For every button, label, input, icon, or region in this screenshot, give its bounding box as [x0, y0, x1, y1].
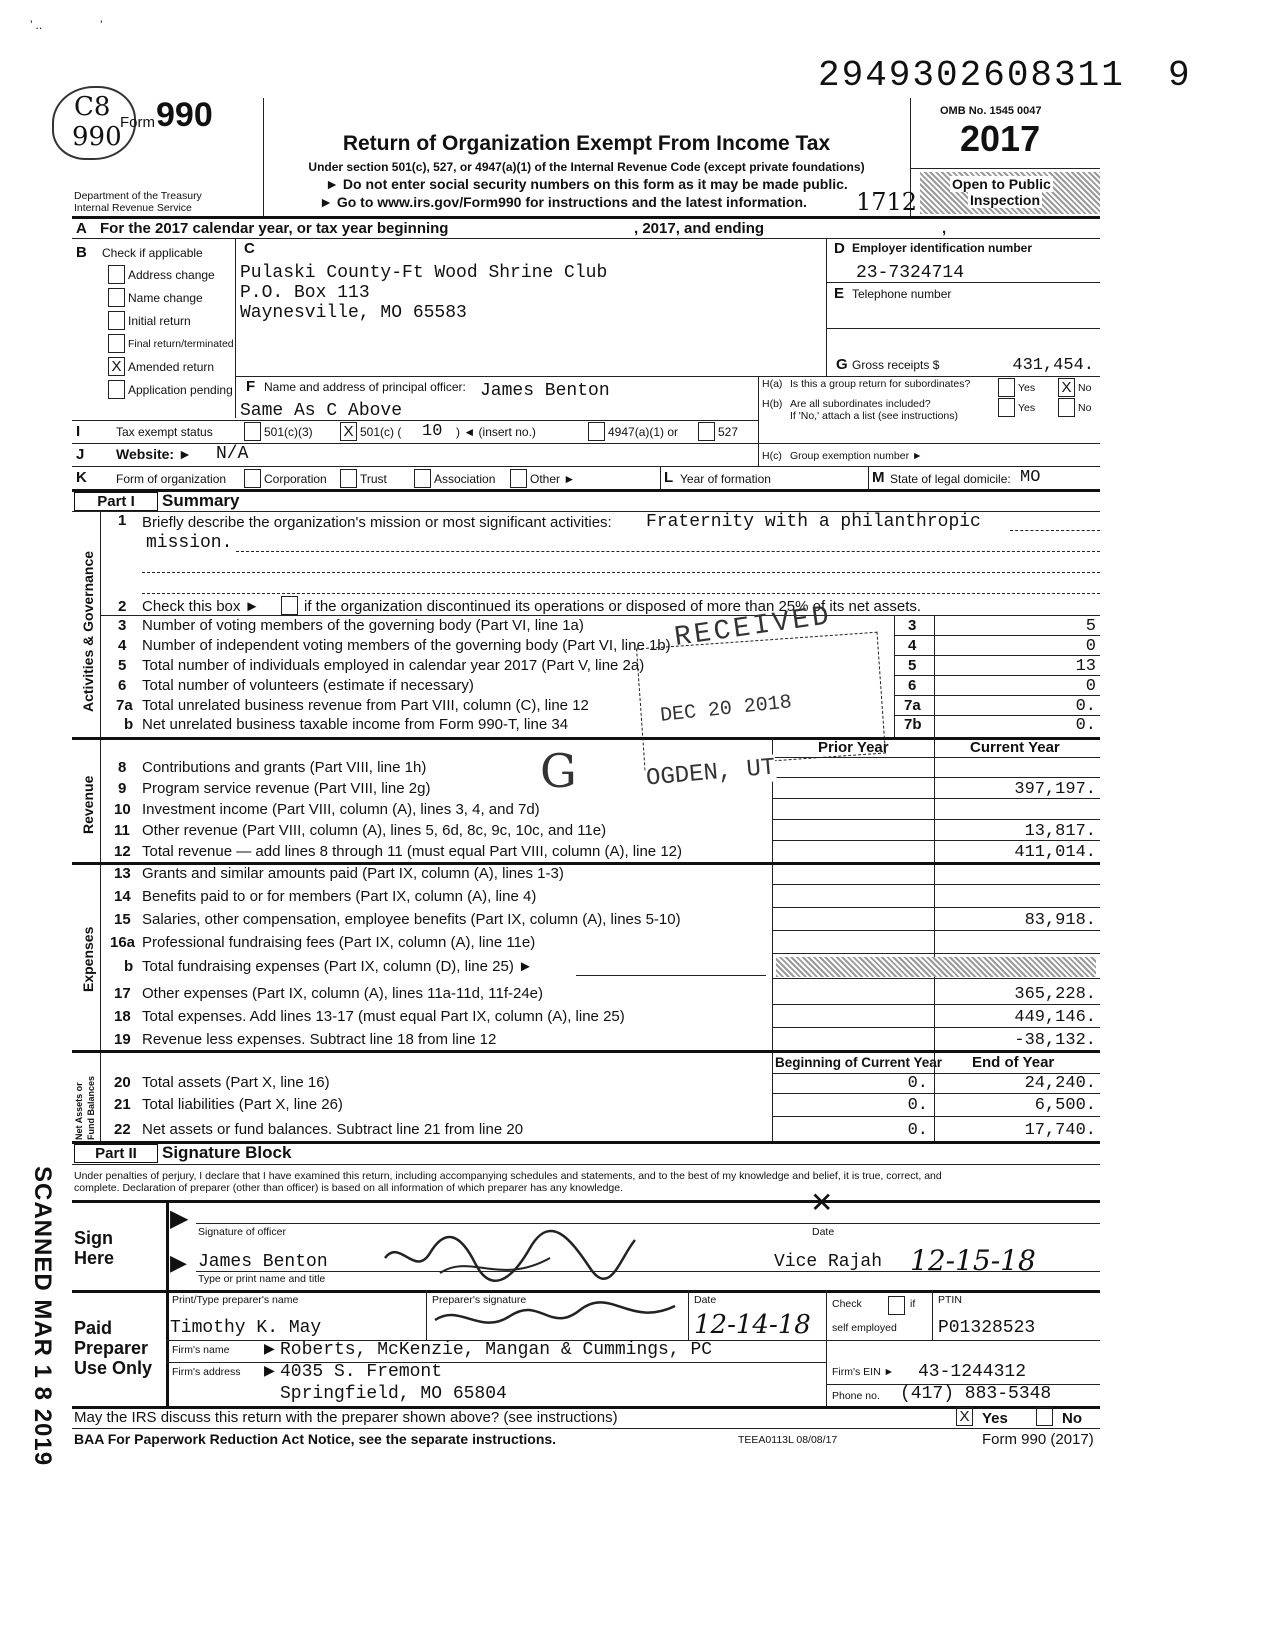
- line7b-text: Net unrelated business taxable income from Form 990-T, line 34: [142, 716, 569, 733]
- preparer-check-divider: [826, 1290, 827, 1406]
- sign-label-1: Sign: [74, 1228, 113, 1248]
- discuss-yes-label: Yes: [982, 1410, 1008, 1427]
- received-city-stamp: OGDEN, UT: [645, 754, 777, 793]
- line16b-shaded-area: [776, 957, 1096, 977]
- firm-ein: 43-1244312: [918, 1362, 1027, 1382]
- line13-text: Grants and similar amounts paid (Part IX, column (A), lines 1-3): [142, 865, 564, 882]
- line1-text: Briefly describe the organization's mission or most significant activities:: [142, 514, 612, 531]
- mission-fill-3: [142, 572, 1100, 573]
- preparer-date-divider: [688, 1290, 689, 1340]
- section-b-title: Check if applicable: [102, 246, 203, 260]
- amended-return-checkbox[interactable]: X: [108, 357, 125, 376]
- handwritten-g-mark: G: [540, 744, 577, 798]
- discuss-no-label: No: [1062, 1410, 1082, 1427]
- prior-year-header: Prior Year: [818, 739, 889, 756]
- line13-rule: [772, 884, 1100, 885]
- firm-phone: (417) 883-5348: [900, 1384, 1052, 1404]
- status-501c-end: ) ◄ (insert no.): [456, 425, 536, 439]
- preparer-date: 12-14-18: [694, 1310, 811, 1340]
- h-b-text-2: If 'No,' attach a list (see instructions): [790, 410, 958, 422]
- line5-rule: [894, 675, 1100, 676]
- line8-number: 8: [118, 759, 127, 776]
- state-domicile-value: MO: [1020, 468, 1041, 487]
- organization-address-2: Waynesville, MO 65583: [240, 303, 467, 323]
- gov-value-divider: [934, 615, 935, 737]
- line-l-title: Year of formation: [680, 472, 771, 486]
- top-corner-marks: ’ ..: [30, 18, 43, 32]
- line19-number: 19: [114, 1031, 131, 1048]
- line21-text: Total liabilities (Part X, line 26): [142, 1096, 343, 1113]
- part2-title-rule: [72, 1164, 1100, 1165]
- footer-form: Form 990 (2017): [982, 1431, 1094, 1448]
- h-c-text: Group exemption number ►: [790, 450, 923, 462]
- line2-number: 2: [118, 598, 127, 615]
- section-g-label: G: [836, 356, 848, 373]
- line3-number: 3: [118, 617, 127, 634]
- line18-text: Total expenses. Add lines 13-17 (must equal Part IX, column (A), line 25): [142, 1008, 625, 1025]
- discuss-yes-checkbox[interactable]: X: [956, 1407, 973, 1426]
- line3-box: 3: [908, 617, 917, 634]
- preparer-signature-scribble: [430, 1298, 680, 1340]
- part1-label: Part I: [74, 492, 158, 511]
- line7b-number: b: [124, 716, 134, 733]
- line22-begin: 0.: [907, 1121, 928, 1140]
- section-f-top-rule: [235, 376, 1100, 377]
- form-subtitle: Under section 501(c), 527, or 4947(a)(1) of the Internal Revenue Code (except private foundations): [308, 160, 865, 174]
- officer-signature-scribble: [380, 1228, 640, 1290]
- line-k-title: Form of organization: [116, 472, 227, 486]
- ssn-notice: ► Do not enter social security numbers on this form as it may be made public.: [325, 176, 848, 192]
- line17-rule: [772, 1004, 1100, 1005]
- part2-label: Part II: [74, 1144, 158, 1163]
- section-d-title: Employer identification number: [852, 241, 1033, 255]
- side-activities-governance: Activities & Governance: [80, 550, 96, 712]
- line6-number: 6: [118, 677, 127, 694]
- mission-line-1: Fraternity with a philanthropic: [646, 512, 981, 532]
- address-change-checkbox[interactable]: [108, 265, 125, 284]
- section-b-label: B: [76, 244, 87, 261]
- firm-address-caption: Firm's address: [172, 1366, 241, 1378]
- org-corporation-label: Corporation: [264, 472, 327, 486]
- preparer-label-1: Paid: [74, 1318, 113, 1338]
- firm-name-arrow-icon: ▶: [264, 1340, 275, 1356]
- amended-return-label: Amended return: [128, 360, 215, 374]
- org-corporation-checkbox[interactable]: [244, 469, 261, 488]
- end-of-year-header: End of Year: [972, 1054, 1055, 1071]
- discuss-no-checkbox[interactable]: [1036, 1407, 1053, 1426]
- line-a-rule: [72, 238, 1100, 239]
- h-b-no-checkbox[interactable]: [1058, 398, 1075, 417]
- omb-number: OMB No. 1545 0047: [940, 105, 1042, 117]
- line21-begin: 0.: [907, 1096, 928, 1115]
- officer-name: James Benton: [198, 1252, 328, 1272]
- line12-text: Total revenue — add lines 8 through 11 (must equal Part VIII, column (A), line 12): [142, 843, 682, 860]
- firm-address-arrow-icon: ▶: [264, 1362, 275, 1378]
- line11-number: 11: [114, 822, 130, 839]
- status-527-label: 527: [718, 425, 739, 439]
- preparer-ptin: P01328523: [938, 1318, 1036, 1338]
- application-pending-label: Application pending: [128, 383, 233, 397]
- line-j-title: Website: ►: [116, 446, 192, 462]
- discontinued-operations-checkbox[interactable]: [281, 596, 298, 615]
- form-title: Return of Organization Exempt From Income Tax: [342, 132, 831, 155]
- line9-current: 397,197.: [1014, 780, 1096, 799]
- document-locator-number: 2949302608311: [818, 55, 1125, 96]
- line9-rule: [772, 798, 1100, 799]
- org-trust-label: Trust: [360, 472, 387, 486]
- line20-rule: [772, 1093, 1100, 1094]
- line16a-rule: [772, 953, 1100, 954]
- line4-text: Number of independent voting members of the governing body (Part VI, line 1b): [142, 637, 671, 654]
- final-return-label: Final return/terminated: [128, 338, 234, 350]
- organization-name: Pulaski County-Ft Wood Shrine Club: [240, 263, 608, 283]
- status-501c3-checkbox[interactable]: [244, 422, 261, 441]
- section-b-divider: [235, 238, 236, 418]
- firm-name: Roberts, McKenzie, Mangan & Cummings, PC: [280, 1340, 713, 1360]
- status-501c3-label: 501(c)(3): [264, 425, 313, 439]
- perjury-statement-1: Under penalties of perjury, I declare that I have examined this return, including accompanying schedules and statements, and to the best of my knowledge and belief, it is true, correct, and: [74, 1170, 942, 1182]
- footer-code: TEEA0113L 08/08/17: [738, 1434, 838, 1446]
- line20-begin: 0.: [907, 1074, 928, 1093]
- gross-receipts-value: 431,454.: [1012, 356, 1094, 375]
- sign-top-rule: [72, 1200, 1100, 1203]
- preparer-label-2: Preparer: [74, 1338, 149, 1358]
- dept-line-1: Department of the Treasury: [74, 190, 202, 202]
- line8-text: Contributions and grants (Part VIII, line 1h): [142, 759, 427, 776]
- part1-title: Summary: [162, 491, 240, 510]
- line13-number: 13: [114, 865, 131, 882]
- side-net-assets-2: Fund Balances: [86, 1075, 96, 1140]
- line-k-label: K: [76, 469, 87, 486]
- preparer-divider: [166, 1290, 169, 1406]
- officer-title: Vice Rajah: [774, 1252, 883, 1272]
- h-a-text: Is this a group return for subordinates?: [790, 378, 971, 390]
- line19-current: -38,132.: [1014, 1031, 1096, 1050]
- date-x-mark: ✕: [810, 1186, 834, 1219]
- org-other-checkbox[interactable]: [510, 469, 527, 488]
- line20-end: 24,240.: [1024, 1074, 1096, 1093]
- org-other-label: Other ►: [530, 472, 576, 486]
- employer-id-number: 23-7324714: [856, 263, 965, 283]
- section-e-label: E: [834, 285, 845, 302]
- line22-number: 22: [114, 1121, 131, 1138]
- line20-number: 20: [114, 1074, 131, 1091]
- line10-rule: [772, 819, 1100, 820]
- line11-text: Other revenue (Part VIII, column (A), lines 5, 6d, 8c, 9c, 10c, and 11e): [142, 822, 607, 839]
- principal-officer-address: Same As C Above: [240, 401, 403, 421]
- revenue-top-rule: [72, 737, 1100, 740]
- signature-arrow-icon: ▶: [170, 1205, 189, 1232]
- section-d-rule: [826, 282, 1100, 283]
- side-expenses: Expenses: [80, 926, 96, 992]
- h-b-yes-checkbox[interactable]: [998, 398, 1015, 417]
- section-g-title: Gross receipts $: [852, 358, 940, 372]
- line3-text: Number of voting members of the governing body (Part VI, line 1a): [142, 617, 584, 634]
- website-value: N/A: [216, 444, 249, 464]
- line6-text: Total number of volunteers (estimate if necessary): [142, 677, 474, 694]
- footer-baa: BAA For Paperwork Reduction Act Notice, see the separate instructions.: [74, 1431, 557, 1447]
- line6-rule: [894, 695, 1100, 696]
- org-association-label: Association: [434, 472, 496, 486]
- form-number: 990: [156, 96, 213, 134]
- name-change-label: Name change: [128, 291, 203, 305]
- year-divider: [910, 168, 1100, 169]
- section-c-label: C: [244, 240, 255, 257]
- h-a-no-checkbox[interactable]: X: [1058, 378, 1075, 397]
- section-d-label: D: [834, 240, 845, 257]
- line21-number: 21: [114, 1096, 131, 1113]
- line7b-box: 7b: [904, 716, 922, 733]
- line9-number: 9: [118, 780, 127, 797]
- section-e-rule: [826, 328, 1100, 329]
- line5-number: 5: [118, 657, 127, 674]
- website-notice: ► Go to www.irs.gov/Form990 for instructions and the latest information.: [319, 194, 807, 210]
- line21-rule: [772, 1116, 1100, 1117]
- line18-current: 449,146.: [1014, 1008, 1096, 1027]
- line-a-label: A: [76, 220, 87, 237]
- name-arrow-icon: ▶: [170, 1250, 187, 1275]
- line8-rule: [772, 777, 1100, 778]
- line2-rule: [100, 615, 1100, 616]
- line17-number: 17: [114, 985, 131, 1002]
- name-change-checkbox[interactable]: [108, 288, 125, 307]
- date-caption: Date: [812, 1226, 835, 1238]
- officer-sign-date: 12-15-18: [910, 1244, 1036, 1277]
- line4-value: 0: [1085, 637, 1096, 656]
- side-net-assets-1: Net Assets or: [74, 1082, 84, 1140]
- tax-year: 2017: [960, 118, 1041, 159]
- dept-line-2: Internal Revenue Service: [74, 202, 192, 214]
- line-l-divider: [660, 466, 661, 489]
- open-public-line-2: Inspection: [970, 192, 1041, 208]
- status-4947-checkbox[interactable]: [588, 422, 605, 441]
- line5-box: 5: [908, 657, 917, 674]
- initial-return-checkbox[interactable]: [108, 311, 125, 330]
- h-b-text-1: Are all subordinates included?: [790, 398, 931, 410]
- h-a-yes-checkbox[interactable]: [998, 378, 1015, 397]
- line19-text: Revenue less expenses. Subtract line 18 from line 12: [142, 1031, 497, 1048]
- h-a-label: H(a): [762, 378, 783, 390]
- org-trust-checkbox[interactable]: [340, 469, 357, 488]
- line7a-text: Total unrelated business revenue from Part VIII, column (C), line 12: [142, 697, 589, 714]
- header-bottom-rule: [72, 216, 1100, 219]
- line2-text-a: Check this box ►: [142, 598, 260, 615]
- corner-handwriting-2: 990: [72, 122, 122, 152]
- preparer-top-rule: [72, 1290, 1100, 1293]
- line14-number: 14: [114, 888, 131, 905]
- mission-line-2: mission.: [146, 533, 233, 553]
- line7a-value: 0.: [1075, 697, 1096, 716]
- preparer-name-caption: Print/Type preparer's name: [172, 1294, 299, 1306]
- phone-caption: Phone no.: [832, 1390, 880, 1402]
- line12-current: 411,014.: [1014, 843, 1096, 862]
- gov-box-divider: [894, 615, 895, 737]
- footer-rule: [72, 1428, 1100, 1429]
- h-b-label: H(b): [762, 398, 783, 410]
- firm-ein-caption: Firm's EIN ►: [832, 1366, 894, 1378]
- firm-address-2: Springfield, MO 65804: [280, 1384, 507, 1404]
- status-501c-label: 501(c) (: [360, 425, 402, 439]
- section-e-title: Telephone number: [852, 287, 952, 301]
- top-tick-mark: ’: [100, 18, 103, 32]
- line-m-title: State of legal domicile:: [890, 472, 1011, 486]
- final-return-checkbox[interactable]: [108, 334, 125, 353]
- line5-text: Total number of individuals employed in calendar year 2017 (Part V, line 2a): [142, 657, 645, 674]
- line14-rule: [772, 907, 1100, 908]
- status-501c-checkbox[interactable]: X: [340, 422, 357, 441]
- address-change-label: Address change: [128, 268, 215, 282]
- line-m-divider: [868, 466, 869, 489]
- line21-end: 6,500.: [1034, 1096, 1096, 1115]
- line6-value: 0: [1085, 677, 1096, 696]
- signature-line: [196, 1223, 1100, 1224]
- line11-rule: [772, 840, 1100, 841]
- beginning-year-header: Beginning of Current Year: [775, 1055, 943, 1070]
- discuss-question: May the IRS discuss this return with the preparer shown above? (see instructions): [74, 1409, 618, 1426]
- handwritten-note: 1712: [856, 188, 918, 216]
- line16b-text: Total fundraising expenses (Part IX, column (D), line 25) ►: [142, 958, 533, 975]
- status-4947-label: 4947(a)(1) or: [608, 425, 679, 439]
- h-b-no-label: No: [1078, 402, 1092, 414]
- line-k-top-rule: [72, 466, 1100, 467]
- preparer-label-3: Use Only: [74, 1358, 153, 1378]
- line15-text: Salaries, other compensation, employee benefits (Part IX, column (A), lines 5-10): [142, 911, 681, 928]
- line20-text: Total assets (Part X, line 16): [142, 1074, 330, 1091]
- if-caption: if: [910, 1298, 916, 1310]
- line10-number: 10: [114, 801, 131, 818]
- net-assets-top-rule: [72, 1050, 1100, 1053]
- line17-text: Other expenses (Part IX, column (A), lines 11a-11d, 11f-24e): [142, 985, 544, 1002]
- line18-rule: [772, 1027, 1100, 1028]
- status-527-checkbox[interactable]: [698, 422, 715, 441]
- line4-rule: [894, 655, 1100, 656]
- line1-number: 1: [118, 512, 127, 529]
- line16b-fill-line: [576, 975, 766, 976]
- name-line: [196, 1271, 1100, 1272]
- application-pending-checkbox[interactable]: [108, 380, 125, 399]
- line22-text: Net assets or fund balances. Subtract line 21 from line 20: [142, 1121, 524, 1138]
- scanned-stamp: SCANNED MAR 1 8 2019: [29, 1166, 56, 1467]
- mission-fill-2: [236, 551, 1100, 552]
- firm-address-1: 4035 S. Fremont: [280, 1362, 443, 1382]
- firm-name-caption: Firm's name: [172, 1344, 230, 1356]
- line-i-top-rule: [72, 420, 758, 421]
- part2-title: Signature Block: [162, 1143, 292, 1162]
- line22-end: 17,740.: [1024, 1121, 1096, 1140]
- open-public-line-1: Open to Public: [952, 176, 1051, 192]
- section-h-divider: [758, 376, 759, 466]
- line12-number: 12: [114, 843, 131, 860]
- check-caption: Check: [832, 1298, 862, 1310]
- line16a-text: Professional fundraising fees (Part IX, column (A), line 11e): [142, 934, 536, 951]
- sign-label-2: Here: [74, 1248, 115, 1268]
- line3-value: 5: [1085, 617, 1096, 636]
- preparer-sig-caption: Preparer's signature: [432, 1294, 527, 1306]
- line7a-number: 7a: [116, 697, 133, 714]
- line7a-box: 7a: [904, 697, 921, 714]
- line-m-label: M: [872, 469, 885, 486]
- h-a-no-label: No: [1078, 382, 1092, 394]
- self-employed-caption: self employed: [832, 1322, 897, 1334]
- name-caption: Type or print name and title: [198, 1273, 326, 1285]
- line15-number: 15: [114, 911, 131, 928]
- preparer-sig-divider: [426, 1290, 427, 1340]
- perjury-statement-2: complete. Declaration of preparer (other than officer) is based on all information of which preparer has any knowledge.: [74, 1182, 624, 1194]
- status-501c-number: 10: [422, 422, 443, 441]
- line-a-mid: , 2017, and ending: [634, 220, 765, 237]
- current-year-header: Current Year: [970, 739, 1060, 756]
- line14-text: Benefits paid to or for members (Part IX, column (A), line 4): [142, 888, 537, 905]
- side-labels-divider: [100, 511, 101, 1141]
- line-i-title: Tax exempt status: [116, 425, 213, 439]
- h-a-yes-label: Yes: [1018, 382, 1036, 394]
- mission-fill-4: [142, 593, 1100, 594]
- line15-current: 83,918.: [1024, 911, 1096, 930]
- line16b-number: b: [124, 958, 134, 975]
- mission-fill-1: [1010, 530, 1100, 531]
- section-f-label: F: [246, 378, 256, 395]
- corner-handwriting-1: C8: [74, 92, 111, 122]
- preparer-date-caption: Date: [694, 1294, 717, 1306]
- organization-address-1: P.O. Box 113: [240, 283, 370, 303]
- line4-number: 4: [118, 637, 127, 654]
- initial-return-label: Initial return: [128, 314, 191, 328]
- line3-rule: [894, 635, 1100, 636]
- line-a-end: ,: [942, 220, 947, 237]
- ptin-caption: PTIN: [938, 1294, 962, 1306]
- received-date-stamp: DEC 20 2018: [659, 691, 793, 728]
- self-employed-checkbox[interactable]: [888, 1296, 905, 1315]
- line2-text-b: if the organization discontinued its operations or disposed of more than 25% of its net assets.: [304, 598, 922, 615]
- line10-text: Investment income (Part VIII, column (A), lines 3, 4, and 7d): [142, 801, 540, 818]
- line-j-label: J: [76, 446, 85, 463]
- line9-text: Program service revenue (Part VIII, line 2g): [142, 780, 431, 797]
- line-l-label: L: [664, 469, 674, 486]
- section-f-title: Name and address of principal officer:: [264, 380, 466, 394]
- h-b-yes-label: Yes: [1018, 402, 1036, 414]
- h-c-label: H(c): [762, 450, 782, 462]
- line-i-label: I: [76, 423, 81, 440]
- line7b-value: 0.: [1075, 716, 1096, 735]
- preparer-name: Timothy K. May: [170, 1318, 322, 1338]
- sign-divider: [166, 1200, 169, 1290]
- received-stamp: RECEIVED: [672, 601, 834, 654]
- form-prefix: Form: [120, 114, 155, 131]
- line16a-number: 16a: [110, 934, 136, 951]
- signature-caption: Signature of officer: [198, 1226, 286, 1238]
- line-a-text: For the 2017 calendar year, or tax year beginning: [100, 220, 449, 237]
- line11-current: 13,817.: [1024, 822, 1096, 841]
- ptin-divider: [932, 1290, 933, 1340]
- org-association-checkbox[interactable]: [414, 469, 431, 488]
- section-d-divider: [826, 238, 827, 376]
- line16b-rule: [772, 978, 1100, 979]
- side-revenue: Revenue: [80, 775, 96, 834]
- principal-officer-name: James Benton: [480, 381, 610, 401]
- dln-suffix: 9: [1168, 55, 1190, 96]
- line6-box: 6: [908, 677, 917, 694]
- line17-current: 365,228.: [1014, 985, 1096, 1004]
- line18-number: 18: [114, 1008, 131, 1025]
- line15-rule: [772, 930, 1100, 931]
- line4-box: 4: [908, 637, 917, 654]
- line5-value: 13: [1075, 657, 1096, 676]
